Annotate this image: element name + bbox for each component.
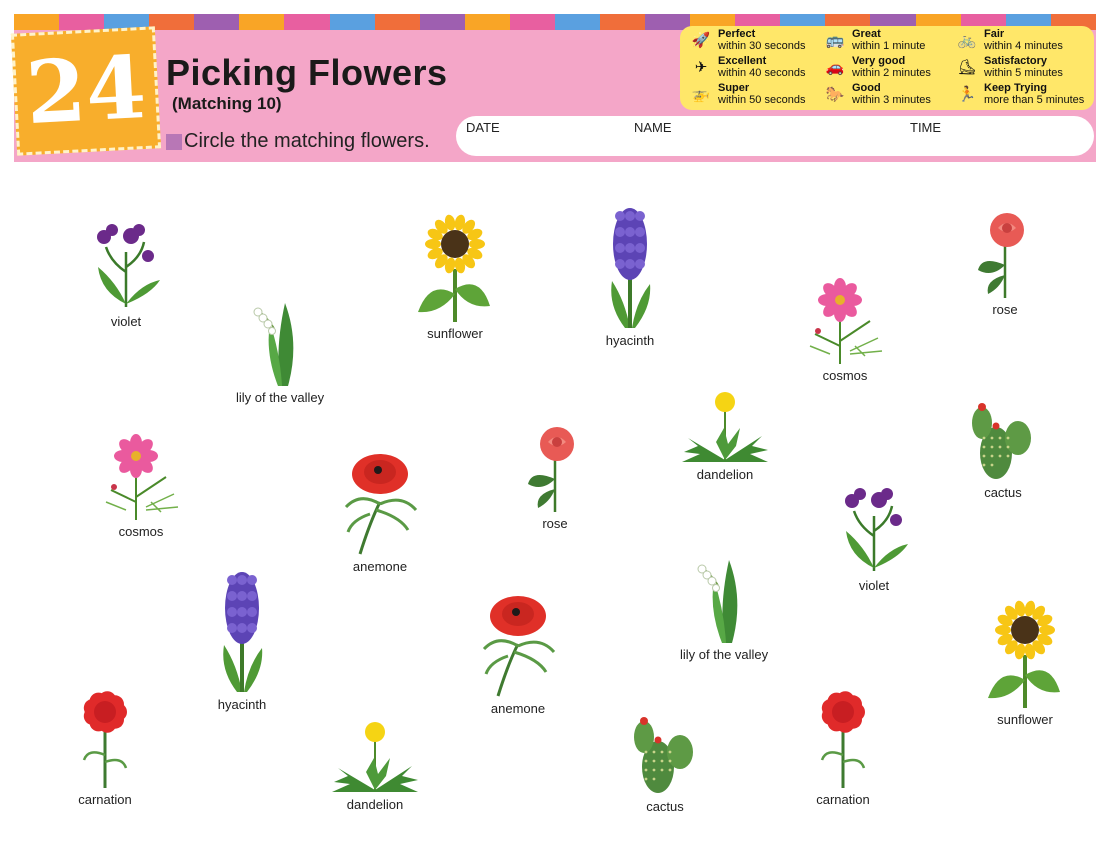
name-field-label: NAME bbox=[634, 120, 672, 135]
flower-label: dandelion bbox=[696, 467, 754, 482]
score-text bbox=[852, 28, 925, 52]
car-icon: 🚗 bbox=[825, 59, 845, 76]
page-number-badge bbox=[11, 26, 161, 155]
flower-label: carnation bbox=[816, 792, 870, 807]
score-level-fair bbox=[954, 28, 1063, 52]
cosmos-picture bbox=[800, 276, 890, 366]
carnation-picture bbox=[808, 690, 878, 790]
flower-dandelion[interactable] bbox=[330, 720, 420, 812]
score-level-name: Super bbox=[718, 82, 750, 94]
flower-label: violet bbox=[858, 578, 890, 593]
score-level-time: within 2 minutes bbox=[852, 67, 931, 79]
flower-label: lily of the valley bbox=[680, 647, 769, 662]
page-number: 24 bbox=[23, 36, 149, 145]
score-level-time: within 40 seconds bbox=[718, 67, 806, 79]
stripe-segment bbox=[14, 14, 59, 30]
airplane-icon: ✈ bbox=[694, 59, 708, 76]
flower-label: sunflower bbox=[997, 712, 1053, 727]
flower-carnation[interactable] bbox=[808, 690, 878, 807]
flower-rose[interactable] bbox=[970, 210, 1040, 317]
stripe-segment bbox=[59, 14, 104, 30]
sunflower-picture bbox=[980, 600, 1070, 710]
flower-anemone[interactable] bbox=[340, 452, 420, 574]
score-level-name: Very good bbox=[852, 55, 906, 67]
score-level-name: Satisfactory bbox=[984, 55, 1047, 67]
skater-icon: ⛸ bbox=[957, 59, 977, 76]
score-level-name: Keep Trying bbox=[984, 82, 1047, 94]
flower-lily[interactable] bbox=[680, 555, 768, 662]
flower-label: rose bbox=[992, 302, 1018, 317]
flower-sunflower[interactable] bbox=[980, 600, 1070, 727]
dandelion-picture bbox=[330, 720, 420, 795]
score-level-time: within 4 minutes bbox=[984, 40, 1063, 52]
score-level-name: Perfect bbox=[718, 28, 756, 40]
score-text bbox=[852, 55, 931, 79]
bicycle-icon: 🚲 bbox=[957, 32, 977, 49]
stripe-segment bbox=[600, 14, 645, 30]
sunflower-picture bbox=[410, 214, 500, 324]
hyacinth-picture bbox=[212, 570, 272, 695]
helicopter-icon: 🚁 bbox=[691, 86, 711, 103]
flower-label: cactus bbox=[984, 485, 1022, 500]
score-level-time: within 5 minutes bbox=[984, 67, 1063, 79]
score-level-keep-trying bbox=[954, 82, 1084, 106]
cactus-picture bbox=[968, 398, 1038, 483]
instruction-text: Circle the matching flowers. bbox=[184, 130, 430, 152]
stripe-segment bbox=[149, 14, 194, 30]
flower-cactus[interactable] bbox=[968, 398, 1038, 500]
score-level-name: Great bbox=[852, 28, 881, 40]
time-field-label: TIME bbox=[910, 120, 942, 135]
lily-picture bbox=[236, 298, 324, 388]
score-level-satisfactory bbox=[954, 55, 1063, 79]
score-level-excellent bbox=[688, 55, 805, 79]
score-text bbox=[718, 55, 805, 79]
score-level-name: Good bbox=[852, 82, 881, 94]
score-level-good bbox=[822, 82, 931, 106]
flower-rose[interactable] bbox=[520, 424, 590, 531]
page-title: Picking Flowers bbox=[166, 52, 448, 93]
score-level-time: within 1 minute bbox=[852, 40, 926, 52]
rocket-icon: 🚀 bbox=[691, 32, 711, 49]
flower-anemone[interactable] bbox=[478, 594, 558, 716]
score-text bbox=[718, 28, 805, 52]
flower-label: anemone bbox=[490, 701, 546, 716]
flower-violet[interactable] bbox=[86, 212, 166, 329]
flower-label: carnation bbox=[78, 792, 132, 807]
score-level-time: within 50 seconds bbox=[718, 94, 806, 106]
stripe-segment bbox=[284, 14, 329, 30]
flower-violet[interactable] bbox=[834, 476, 914, 593]
date-field-label: DATE bbox=[466, 120, 500, 135]
flower-hyacinth[interactable] bbox=[600, 206, 660, 348]
page-subtitle: (Matching 10) bbox=[172, 94, 282, 113]
carnation-picture bbox=[70, 690, 140, 790]
score-text bbox=[718, 82, 805, 106]
bus-icon: 🚌 bbox=[825, 32, 845, 49]
flower-label: hyacinth bbox=[217, 697, 267, 712]
flower-dandelion[interactable] bbox=[680, 390, 770, 482]
anemone-picture bbox=[478, 594, 558, 699]
runner-icon: 🏃 bbox=[957, 86, 977, 103]
anemone-picture bbox=[340, 452, 420, 557]
cosmos-picture bbox=[96, 432, 186, 522]
flower-label: hyacinth bbox=[605, 333, 655, 348]
score-level-time: more than 5 minutes bbox=[984, 94, 1085, 106]
stripe-segment bbox=[375, 14, 420, 30]
score-level-name: Fair bbox=[984, 28, 1005, 40]
flower-label: cactus bbox=[646, 799, 684, 814]
instruction-bullet bbox=[166, 134, 182, 150]
rose-picture bbox=[520, 424, 590, 514]
stripe-segment bbox=[239, 14, 284, 30]
score-level-time: within 3 minutes bbox=[852, 94, 931, 106]
score-level-great bbox=[822, 28, 925, 52]
flower-label: cosmos bbox=[822, 368, 868, 383]
flower-cosmos[interactable] bbox=[96, 432, 186, 539]
score-level-name: Excellent bbox=[718, 55, 767, 67]
stripe-segment bbox=[645, 14, 690, 30]
dandelion-picture bbox=[680, 390, 770, 465]
flower-label: anemone bbox=[352, 559, 408, 574]
flower-hyacinth[interactable] bbox=[212, 570, 272, 712]
horse-icon: 🐎 bbox=[825, 86, 845, 103]
violet-picture bbox=[834, 476, 914, 576]
violet-picture bbox=[86, 212, 166, 312]
score-level-perfect bbox=[688, 28, 805, 52]
score-level-very-good bbox=[822, 55, 931, 79]
stripe-segment bbox=[555, 14, 600, 30]
score-level-time: within 30 seconds bbox=[718, 40, 806, 52]
stripe-segment bbox=[330, 14, 375, 30]
name-date-time-box bbox=[456, 116, 1094, 156]
flower-label: rose bbox=[542, 516, 568, 531]
score-text bbox=[984, 28, 1063, 52]
score-level-super bbox=[688, 82, 805, 106]
cactus-picture bbox=[630, 712, 700, 797]
stripe-segment bbox=[194, 14, 239, 30]
flower-label: cosmos bbox=[118, 524, 164, 539]
flower-label: dandelion bbox=[346, 797, 404, 812]
flower-label: sunflower bbox=[427, 326, 483, 341]
flower-carnation[interactable] bbox=[70, 690, 140, 807]
flower-cactus[interactable] bbox=[630, 712, 700, 814]
flower-cosmos[interactable] bbox=[800, 276, 890, 383]
stripe-segment bbox=[420, 14, 465, 30]
score-text bbox=[852, 82, 931, 106]
flower-label: lily of the valley bbox=[236, 390, 325, 405]
flower-sunflower[interactable] bbox=[410, 214, 500, 341]
rose-picture bbox=[970, 210, 1040, 300]
hyacinth-picture bbox=[600, 206, 660, 331]
flower-label: violet bbox=[110, 314, 142, 329]
flower-lily[interactable] bbox=[236, 298, 324, 405]
lily-picture bbox=[680, 555, 768, 645]
score-text bbox=[984, 82, 1084, 106]
stripe-segment bbox=[510, 14, 555, 30]
stripe-segment bbox=[465, 14, 510, 30]
score-text bbox=[984, 55, 1063, 79]
